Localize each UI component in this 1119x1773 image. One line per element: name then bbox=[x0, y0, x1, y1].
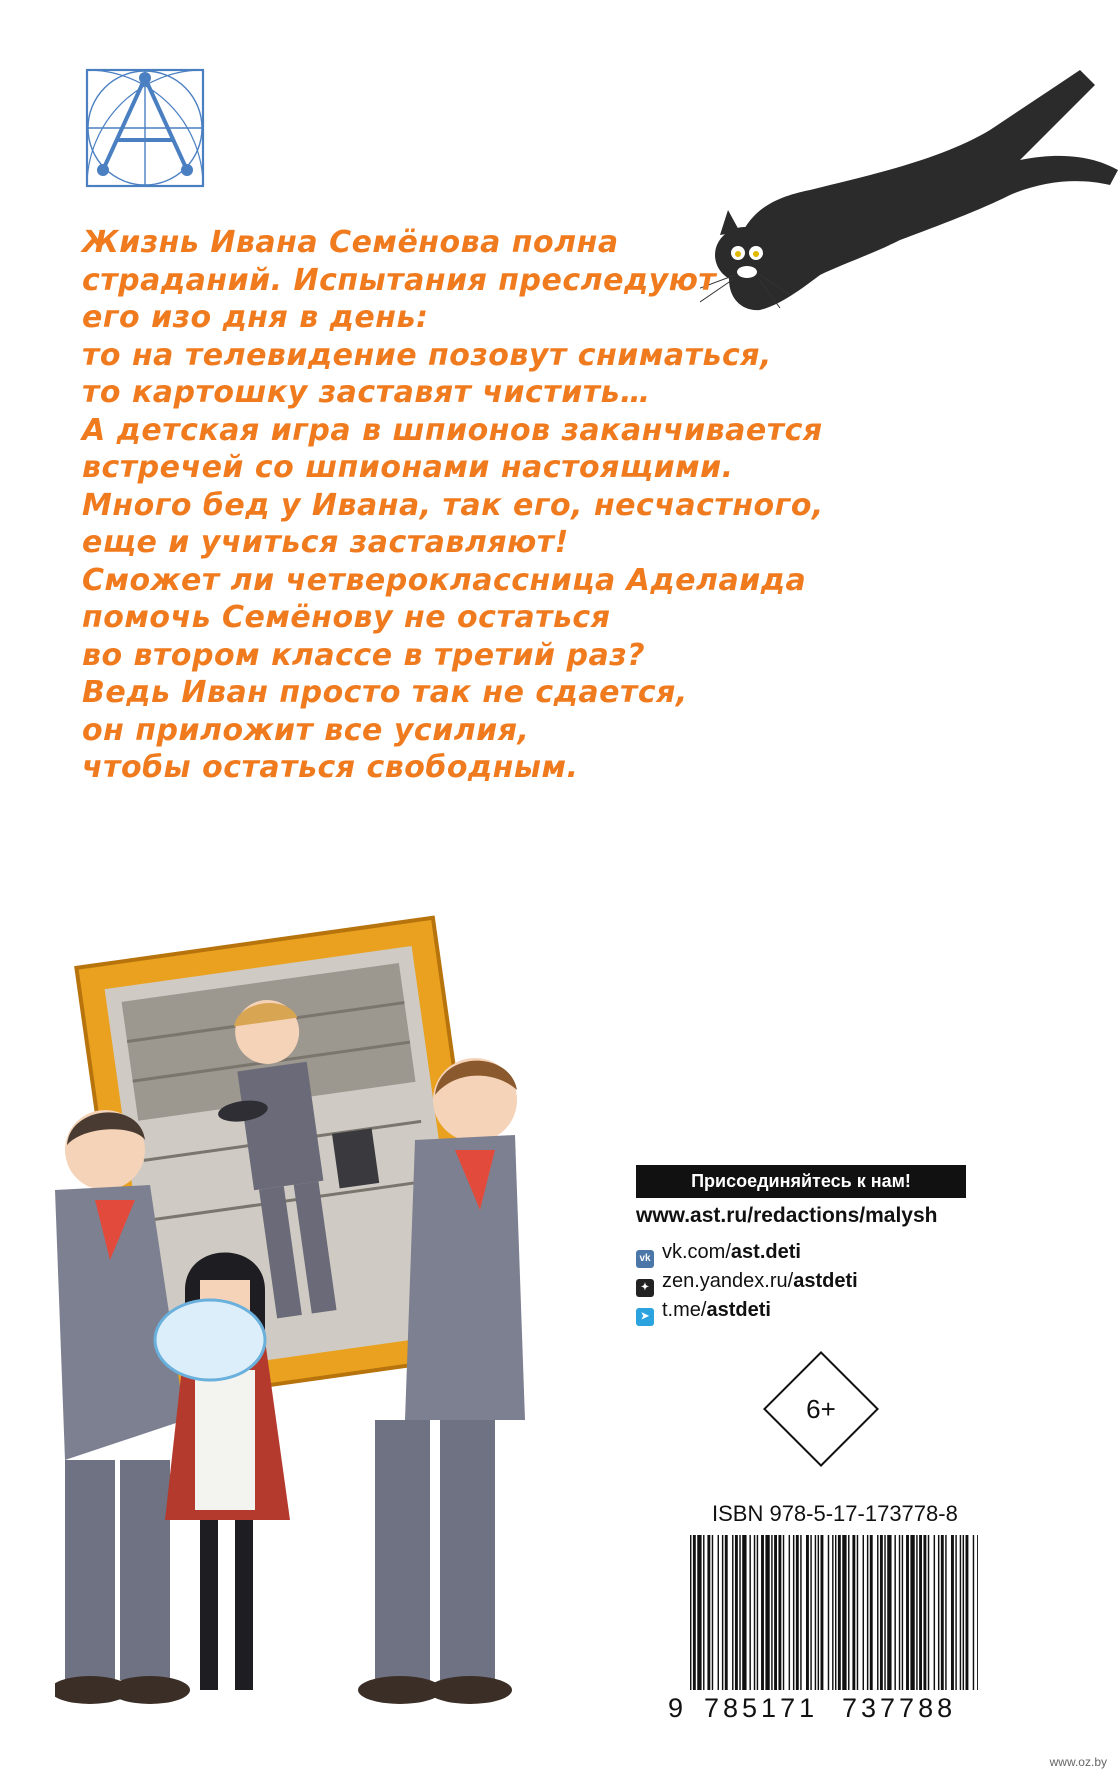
barcode-bar bbox=[863, 1535, 864, 1690]
barcode-bar bbox=[821, 1535, 824, 1690]
blurb-line: то картошку заставят чистить… bbox=[82, 375, 651, 410]
barcode-bar bbox=[923, 1535, 926, 1690]
barcode-bar bbox=[806, 1535, 809, 1690]
barcode-digits-right: 737788 bbox=[842, 1693, 957, 1723]
social-handle: ast.deti bbox=[730, 1241, 801, 1263]
social-link-vk[interactable] bbox=[636, 1238, 801, 1266]
barcode-bar bbox=[712, 1535, 713, 1690]
barcode-bar bbox=[848, 1535, 849, 1690]
barcode-bar bbox=[815, 1535, 816, 1690]
barcode-bar bbox=[852, 1535, 855, 1690]
social-prefix: vk.com/ bbox=[662, 1241, 731, 1263]
barcode-bar bbox=[761, 1535, 764, 1690]
blurb-line: то на телевидение позовут сниматься, bbox=[82, 337, 772, 373]
barcode-bar bbox=[928, 1535, 929, 1690]
barcode-bar bbox=[880, 1535, 883, 1690]
barcode-bar bbox=[778, 1535, 781, 1690]
vk-icon: vk bbox=[636, 1250, 654, 1268]
barcode-digit-first: 9 bbox=[668, 1693, 684, 1723]
blurb-line: во втором классе в третий раз? bbox=[82, 637, 646, 673]
barcode-bar bbox=[887, 1535, 891, 1690]
barcode-bar bbox=[749, 1535, 750, 1690]
publisher-website-link[interactable]: www.ast.ru/redactions/malysh bbox=[636, 1204, 938, 1227]
barcode-bar bbox=[877, 1535, 878, 1690]
barcode-bar bbox=[796, 1535, 799, 1690]
social-prefix: zen.yandex.ru/ bbox=[662, 1270, 794, 1292]
barcode-bar bbox=[963, 1535, 964, 1690]
social-handle: astdeti bbox=[706, 1299, 771, 1321]
zen-icon: ✦ bbox=[636, 1279, 654, 1297]
barcode-bar bbox=[955, 1535, 956, 1690]
blurb-line: помочь Семёнову не остаться bbox=[82, 600, 611, 635]
telegram-icon: ➤ bbox=[636, 1308, 654, 1326]
barcode-bar bbox=[693, 1535, 696, 1690]
barcode-bar bbox=[690, 1535, 691, 1690]
barcode-bar bbox=[938, 1535, 939, 1690]
barcode-bar bbox=[934, 1535, 935, 1690]
barcode-bar bbox=[725, 1535, 728, 1690]
barcode-bar bbox=[838, 1535, 841, 1690]
barcode-bar bbox=[765, 1535, 769, 1690]
barcode-bar bbox=[857, 1535, 858, 1690]
blurb-line: А детская игра в шпионов заканчивается bbox=[82, 412, 823, 448]
barcode-bar bbox=[735, 1535, 738, 1690]
barcode-bar bbox=[800, 1535, 801, 1690]
barcode-bar bbox=[771, 1535, 772, 1690]
barcode-bar bbox=[870, 1535, 873, 1690]
barcode-bar bbox=[910, 1535, 914, 1690]
blurb-line: Много бед у Ивана, так его, несчастного, bbox=[82, 487, 824, 523]
blurb-line: встречей со шпионами настоящими. bbox=[82, 450, 734, 485]
isbn-label: ISBN 978-5-17-173778-8 bbox=[712, 1501, 958, 1526]
barcode-bar bbox=[707, 1535, 710, 1690]
barcode-bar bbox=[919, 1535, 922, 1690]
barcode-bar bbox=[894, 1535, 895, 1690]
barcode-bar bbox=[973, 1535, 974, 1690]
blurb-line: его изо дня в день: bbox=[82, 300, 429, 335]
barcode-bar bbox=[742, 1535, 746, 1690]
barcode-bar bbox=[951, 1535, 954, 1690]
barcode-bar bbox=[718, 1535, 719, 1690]
barcode-bar bbox=[835, 1535, 836, 1690]
barcode-bar bbox=[832, 1535, 833, 1690]
social-prefix: t.me/ bbox=[662, 1299, 707, 1321]
blurb-line: страданий. Испытания преследуют bbox=[82, 262, 717, 298]
barcode-bar bbox=[941, 1535, 944, 1690]
barcode-bar bbox=[697, 1535, 701, 1690]
blurb-line: он приложит все усилия, bbox=[82, 712, 530, 748]
barcode-digits-left: 785171 bbox=[704, 1693, 819, 1723]
barcode-bar bbox=[906, 1535, 909, 1690]
barcode-bar bbox=[828, 1535, 829, 1690]
social-link-zen[interactable] bbox=[636, 1267, 858, 1295]
barcode-bar bbox=[754, 1535, 755, 1690]
blurb-line: Сможет ли четвероклассница Аделаида bbox=[82, 562, 807, 598]
social-handle: astdeti bbox=[793, 1270, 858, 1292]
blurb-line: Жизнь Ивана Семёнова полна bbox=[82, 225, 619, 260]
barcode-bar bbox=[842, 1535, 846, 1690]
barcode-bar bbox=[916, 1535, 917, 1690]
barcode-bar bbox=[899, 1535, 900, 1690]
book-description bbox=[82, 224, 842, 787]
children-with-portrait-illustration bbox=[55, 900, 615, 1760]
barcode-bar bbox=[818, 1535, 819, 1690]
barcode-bar bbox=[793, 1535, 794, 1690]
barcode-bar bbox=[774, 1535, 777, 1690]
blurb-line: Ведь Иван просто так не сдается, bbox=[82, 675, 688, 710]
barcode-bar bbox=[945, 1535, 946, 1690]
barcode-bar bbox=[739, 1535, 740, 1690]
barcode-bar bbox=[960, 1535, 961, 1690]
barcode-bar bbox=[810, 1535, 811, 1690]
barcode-bar bbox=[902, 1535, 903, 1690]
barcode-bar bbox=[966, 1535, 969, 1690]
age-rating-label: 6+ bbox=[806, 1394, 836, 1424]
blurb-line: еще и учиться заставляют! bbox=[82, 525, 569, 560]
barcode-bar bbox=[722, 1535, 723, 1690]
barcode-bar bbox=[789, 1535, 790, 1690]
ean13-barcode bbox=[690, 1535, 978, 1690]
social-link-telegram[interactable] bbox=[636, 1296, 771, 1324]
barcode-bar bbox=[867, 1535, 868, 1690]
barcode-bar bbox=[757, 1535, 758, 1690]
ast-a-logo-icon bbox=[85, 68, 205, 188]
barcode-bar bbox=[977, 1535, 978, 1690]
join-us-banner: Присоединяйтесь к нам! bbox=[636, 1165, 966, 1198]
barcode-bar bbox=[732, 1535, 733, 1690]
blurb-line: чтобы остаться свободным. bbox=[82, 750, 579, 785]
watermark: www.oz.by bbox=[1049, 1755, 1107, 1769]
barcode-bar bbox=[703, 1535, 704, 1690]
barcode-bar bbox=[783, 1535, 784, 1690]
barcode-bar bbox=[884, 1535, 885, 1690]
